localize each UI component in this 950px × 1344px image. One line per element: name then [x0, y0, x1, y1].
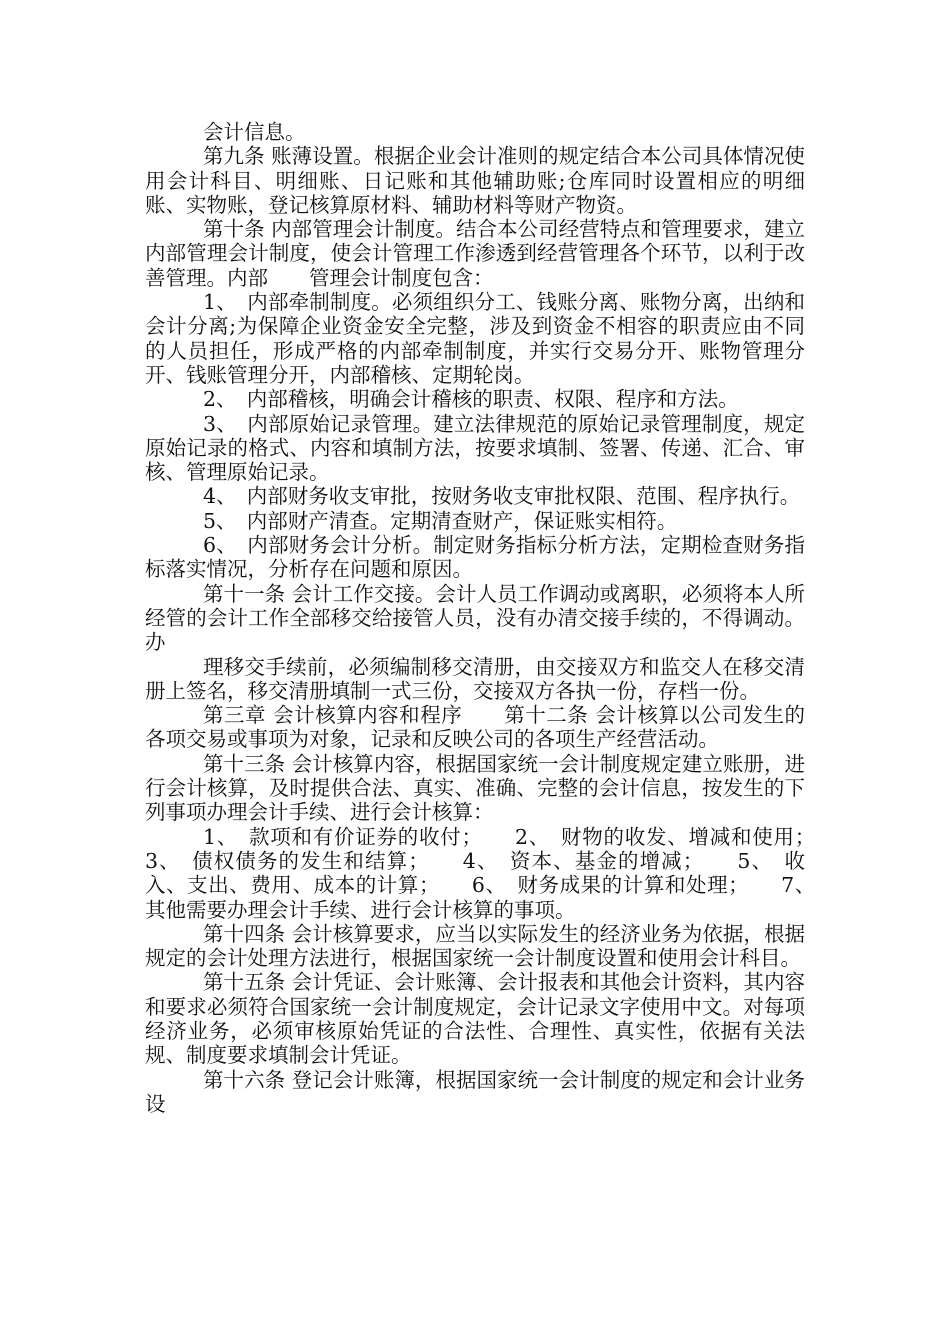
article-14-paragraph: 第十四条 会计核算要求，应当以实际发生的经济业务为依据，根据规定的会计处理方法进行，根据国家统一会计制度设置和使用会计科目。 [145, 921, 805, 971]
article-11-continued-paragraph: 理移交手续前，必须编制移交清册，由交接双方和监交人在移交清册上签名，移交清册填制一式三份，交接双方各执一份，存档一份。 [145, 654, 805, 703]
item-6-paragraph: 6、 内部财务会计分析。制定财务指标分析方法，定期检查财务指标落实情况，分析存在问题和原因。 [145, 533, 805, 582]
item-4-paragraph: 4、 内部财务收支审批，按财务收支审批权限、范围、程序执行。 [203, 484, 801, 509]
article-11-paragraph: 第十一条 会计工作交接。会计人员工作调动或离职，必须将本人所经管的会计工作全部移交给接管人员，没有办清交接手续的，不得调动。办 [145, 581, 805, 655]
item-3-paragraph: 3、 内部原始记录管理。建立法律规范的原始记录管理制度，规定原始记录的格式、内容和填制方法，按要求填制、签署、传递、汇合、审核、管理原始记录。 [145, 411, 805, 485]
item-5-paragraph: 5、 内部财产清查。定期清查财产，保证账实相符。 [203, 508, 678, 533]
article-13-paragraph: 第十三条 会计核算内容，根据国家统一会计制度规定建立账册，进行会计核算，及时提供合法、真实、准确、完整的会计信息，按发生的下列事项办理会计手续、进行会计核算： [145, 751, 805, 825]
paragraph-1: 会计信息。 [203, 120, 306, 144]
article-16-paragraph: 第十六条 登记会计账簿，根据国家统一会计制度的规定和会计业务设 [145, 1067, 805, 1116]
chapter-3-article-12-paragraph: 第三章 会计核算内容和程序 第十二条 会计核算以公司发生的各项交易或事项为对象，记录和反映公司的各项生产经营活动。 [145, 703, 805, 752]
article-9-paragraph: 第九条 账薄设置。根据企业会计准则的规定结合本公司具体情况使用会计科目、明细账、日记账和其他辅助账;仓库同时设置相应的明细账、实物账，登记核算原材料、辅助材料等财产物资。 [145, 144, 805, 217]
article-15-paragraph: 第十五条 会计凭证、会计账簿、会计报表和其他会计资料，其内容和要求必须符合国家统一会计制度规定，会计记录文字使用中文。对每项经济业务，必须审核原始凭证的合法性、合理性、真实性，依据有关法规、制度要求填制会计凭证。 [145, 970, 805, 1068]
item-2-paragraph: 2、 内部稽核，明确会计稽核的职责、权限、程序和方法。 [203, 387, 739, 412]
document-page [145, 120, 846, 1116]
article-13-items-paragraph: 1、 款项和有价证券的收付； 2、 财物的收发、增减和使用； 3、 债权债务的发生和结算； 4、 资本、基金的增减； 5、 收入、支出、费用、成本的计算； 6、 财务成果的计算和处理； 7、 其他需要办理会计手续、进行会计核算的事项。 [145, 824, 846, 922]
article-10-paragraph: 第十条 内部管理会计制度。结合本公司经营特点和管理要求，建立内部管理会计制度，使会计管理工作渗透到经营管理各个环节，以利于改善管理。内部 管理会计制度包含： [145, 217, 805, 290]
item-1-paragraph: 1、 内部牵制制度。必须组织分工、钱账分离、账物分离，出纳和会计分离;为保障企业资金安全完整，涉及到资金不相容的职责应由不同的人员担任，形成严格的内部牵制制度，并实行交易分开、账物管理分开、钱账管理分开，内部稽核、定期轮岗。 [145, 290, 805, 387]
